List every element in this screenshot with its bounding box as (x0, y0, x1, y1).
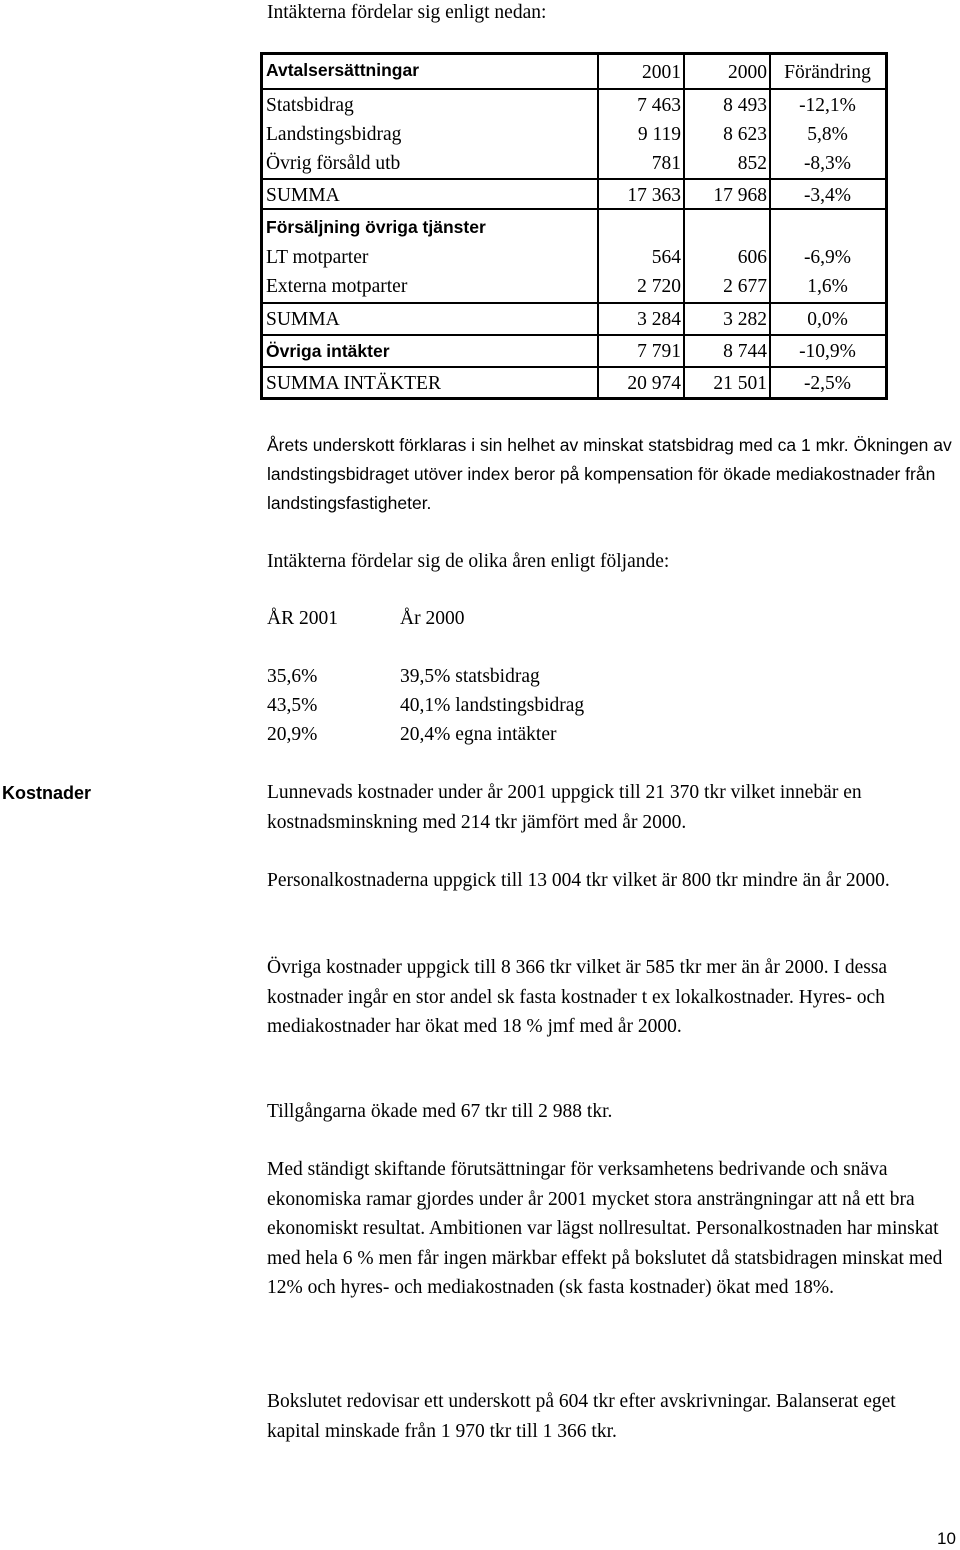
table-cell: -3,4% (803, 185, 852, 206)
table-row-divider (263, 366, 885, 368)
table-cell: 9 119 (637, 124, 681, 145)
costs-paragraph-5: Med ständigt skiftande förutsättningar för verksamhetens bedrivande och snäva ekonomiska ramar gjordes under år 2001 mycket stora ansträngningar att nå ett bra ekonomiskt resultat. Ambitionen var lägst nollresultat. Personalkostnaden har minskat med hela 6 % men får ingen märkbar effekt på bokslutet då statsbidragen minskat med 12% och hyres- och mediakostnaden (sk fasta kostnader) ökat med 18%. (267, 1159, 943, 1298)
distribution-value-2001: 35,6% (267, 666, 318, 687)
distribution-value-2001: 43,5% (267, 695, 318, 716)
table-cell: 2 720 (637, 276, 681, 297)
table-row-divider (263, 178, 885, 180)
table-cell: 17 968 (713, 185, 767, 206)
table-cell: 21 501 (713, 373, 767, 394)
table-row-divider (263, 208, 885, 210)
table-cell: 564 (651, 247, 681, 268)
table-row-label: LT motparter (266, 247, 369, 268)
costs-paragraph-4: Tillgångarna ökade med 67 tkr till 2 988 tkr. (267, 1101, 613, 1122)
table-cell: -10,9% (799, 341, 856, 362)
table-cell: 7 791 (637, 341, 681, 362)
table-cell: 3 284 (637, 309, 681, 330)
table-cell: 5,8% (807, 124, 848, 145)
table-cell: 3 282 (723, 309, 767, 330)
table-cell: 781 (651, 153, 681, 174)
table-row-label: SUMMA (266, 309, 340, 330)
table-header-2000: 2000 (728, 62, 767, 83)
table-header-change: Förändring (784, 62, 871, 83)
table-row-label: SUMMA INTÄKTER (266, 373, 441, 394)
distribution-value-2000: 39,5% statsbidrag (400, 666, 540, 687)
intro-text: Intäkterna fördelar sig enligt nedan: (267, 2, 547, 23)
table-top-border (260, 52, 888, 55)
distribution-header-2001: ÅR 2001 (267, 608, 338, 629)
table-cell: -6,9% (803, 247, 852, 268)
table-row-divider (263, 88, 885, 90)
table-cell: 7 463 (637, 95, 681, 116)
table-cell: 852 (737, 153, 767, 174)
distribution-header-2000: År 2000 (400, 608, 465, 629)
table-cell: 8 623 (723, 124, 767, 145)
table-cell: 1,6% (807, 276, 848, 297)
table-header-2001: 2001 (642, 62, 681, 83)
costs-paragraph-6: Bokslutet redovisar ett underskott på 604 tkr efter avskrivningar. Balanserat eget kapital minskade från 1 970 tkr till 1 366 tkr. (267, 1391, 896, 1442)
table-section-label: Försäljning övriga tjänster (266, 217, 486, 237)
costs-paragraph-3: Övriga kostnader uppgick till 8 366 tkr vilket är 585 tkr mer än år 2000. I dessa kostnader ingår en stor andel sk fasta kostnader t ex lokalkostnader. Hyres- och mediakostnader har ökat med 18 % jmf med år 2000. (267, 957, 888, 1037)
table-left-border (260, 52, 263, 400)
table-cell: 606 (737, 247, 767, 268)
costs-paragraph-1: Lunnevads kostnader under år 2001 uppgick till 21 370 tkr vilket innebär en kostnadsminskning med 214 tkr jämfört med år 2000. (267, 782, 862, 833)
table-cell: 17 363 (627, 185, 681, 206)
table-cell: 20 974 (627, 373, 681, 394)
costs-paragraph-2: Personalkostnaderna uppgick till 13 004 tkr vilket är 800 tkr mindre än år 2000. (267, 870, 890, 891)
table-section-label: Övriga intäkter (266, 341, 390, 361)
table-right-border (885, 52, 888, 400)
table-cell: -12,1% (799, 95, 856, 116)
table-header-label: Avtalsersättningar (266, 60, 420, 80)
table-cell: -8,3% (803, 153, 852, 174)
table-row-divider (263, 334, 885, 336)
table-cell: -2,5% (803, 373, 852, 394)
table-row-label: Landstingsbidrag (266, 124, 402, 145)
distribution-value-2000: 40,1% landstingsbidrag (400, 695, 585, 716)
distribution-intro: Intäkterna fördelar sig de olika åren enligt följande: (267, 551, 670, 572)
costs-heading: Kostnader (2, 783, 92, 803)
table-row-label: Övrig försåld utb (266, 153, 401, 174)
table-row-divider (263, 302, 885, 304)
table-cell: 8 744 (723, 341, 767, 362)
distribution-value-2001: 20,9% (267, 724, 318, 745)
table-row-label: Externa motparter (266, 276, 408, 297)
table-cell: 8 493 (723, 95, 767, 116)
page-number: 10 (937, 1529, 956, 1548)
table-row-label: SUMMA (266, 185, 340, 206)
table-cell: 2 677 (723, 276, 767, 297)
explanation-paragraph: Årets underskott förklaras i sin helhet av minskat statsbidrag med ca 1 mkr. Ökningen av landstingsbidraget utöver index beror på kompensation för ökade mediakostnader från landstingsfastigheter. (267, 435, 952, 513)
table-cell: 0,0% (807, 309, 848, 330)
distribution-value-2000: 20,4% egna intäkter (400, 724, 557, 745)
table-row-label: Statsbidrag (266, 95, 354, 116)
revenue-table (0, 0, 960, 420)
table-bottom-border (260, 397, 888, 400)
